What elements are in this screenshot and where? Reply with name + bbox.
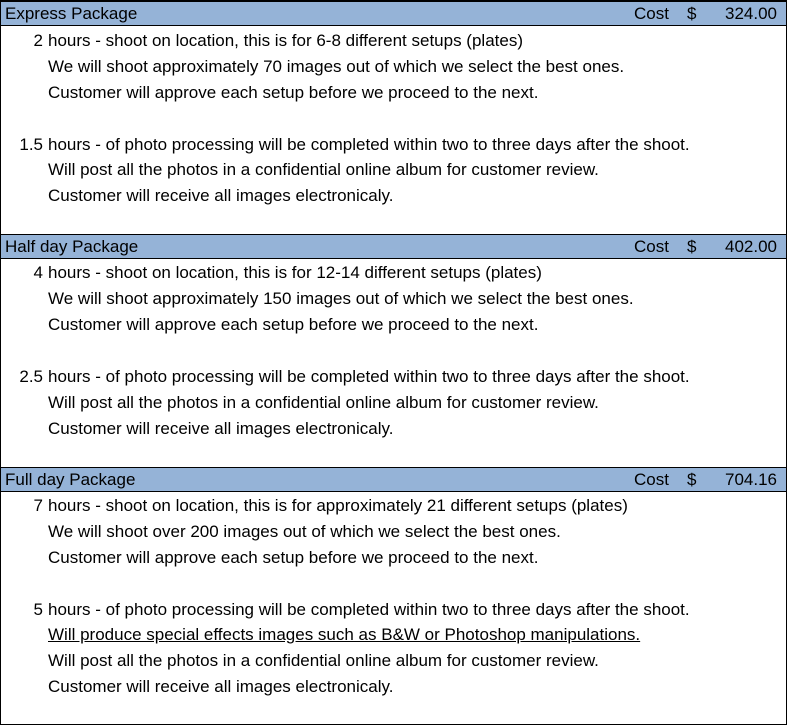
package-line bbox=[1, 183, 786, 209]
package-line bbox=[1, 80, 786, 106]
package-line bbox=[1, 157, 786, 183]
line-text: hours - shoot on location, this is for approximately 21 different setups (plates) bbox=[48, 496, 628, 515]
currency-symbol: $ bbox=[687, 237, 697, 256]
package-line bbox=[1, 493, 786, 519]
hours-value: 7 bbox=[33, 496, 43, 515]
line-text: Will post all the photos in a confidential online album for customer review. bbox=[48, 651, 599, 670]
hours-value: 5 bbox=[33, 600, 43, 619]
package-line bbox=[1, 519, 786, 545]
package-line bbox=[1, 597, 786, 623]
line-text: Will post all the photos in a confidential online album for customer review. bbox=[48, 393, 599, 412]
cost-label: Cost bbox=[634, 4, 669, 23]
package-line bbox=[1, 312, 786, 338]
line-text: Customer will receive all images electronicaly. bbox=[48, 677, 394, 696]
package-header-half-day bbox=[1, 234, 786, 259]
line-text: Customer will receive all images electronicaly. bbox=[48, 419, 394, 438]
cost-label: Cost bbox=[634, 237, 669, 256]
cost-amount: 324.00 bbox=[725, 4, 777, 23]
package-title: Half day Package bbox=[5, 237, 139, 256]
line-text: Will post all the photos in a confidential online album for customer review. bbox=[48, 160, 599, 179]
package-line bbox=[1, 364, 786, 390]
package-line bbox=[1, 416, 786, 442]
hours-value: 4 bbox=[33, 263, 43, 282]
package-line bbox=[1, 390, 786, 416]
package-line bbox=[1, 545, 786, 571]
package-line bbox=[1, 674, 786, 700]
cost-amount: 704.16 bbox=[725, 470, 777, 489]
line-text: hours - of photo processing will be completed within two to three days after the shoot. bbox=[48, 135, 690, 154]
currency-symbol: $ bbox=[687, 4, 697, 23]
hours-value: 2.5 bbox=[19, 367, 43, 386]
line-text: Customer will approve each setup before we proceed to the next. bbox=[48, 315, 539, 334]
line-text: hours - of photo processing will be completed within two to three days after the shoot. bbox=[48, 367, 690, 386]
line-text-underlined: Will produce special effects images such as B&W or Photoshop manipulations. bbox=[48, 625, 641, 644]
currency-symbol: $ bbox=[687, 470, 697, 489]
package-header-full-day bbox=[1, 467, 786, 492]
line-text: hours - of photo processing will be completed within two to three days after the shoot. bbox=[48, 600, 690, 619]
line-text: Customer will receive all images electronicaly. bbox=[48, 186, 394, 205]
line-text: We will shoot approximately 150 images out of which we select the best ones. bbox=[48, 289, 634, 308]
package-line bbox=[1, 622, 786, 648]
line-text: hours - shoot on location, this is for 6-8 different setups (plates) bbox=[48, 31, 523, 50]
line-text: hours - shoot on location, this is for 12-14 different setups (plates) bbox=[48, 263, 542, 282]
line-text: Customer will approve each setup before we proceed to the next. bbox=[48, 83, 539, 102]
hours-value: 2 bbox=[33, 31, 43, 50]
cost-amount: 402.00 bbox=[725, 237, 777, 256]
package-line bbox=[1, 286, 786, 312]
line-text: We will shoot over 200 images out of which we select the best ones. bbox=[48, 522, 561, 541]
hours-value: 1.5 bbox=[19, 135, 43, 154]
package-line bbox=[1, 260, 786, 286]
package-title: Express Package bbox=[5, 4, 138, 23]
cost-label: Cost bbox=[634, 470, 669, 489]
package-line bbox=[1, 132, 786, 158]
package-line bbox=[1, 648, 786, 674]
package-title: Full day Package bbox=[5, 470, 136, 489]
line-text: Customer will approve each setup before we proceed to the next. bbox=[48, 548, 539, 567]
package-line bbox=[1, 28, 786, 54]
package-header-express bbox=[1, 1, 786, 26]
line-text: We will shoot approximately 70 images out of which we select the best ones. bbox=[48, 57, 625, 76]
package-line bbox=[1, 54, 786, 80]
